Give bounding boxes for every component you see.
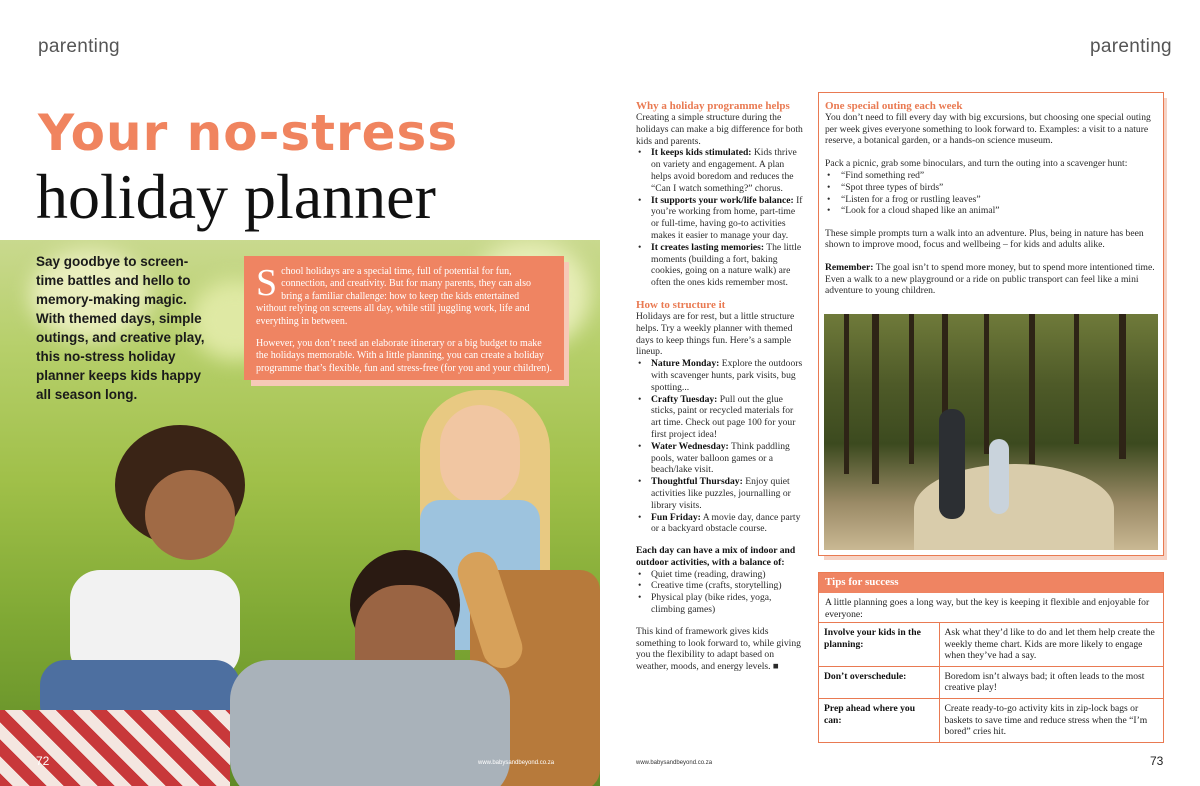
- intro-callout-box: [244, 256, 564, 380]
- why-list: [636, 147, 804, 289]
- forest-walk-photo: [824, 314, 1158, 550]
- list-item: • “Spot three types of birds”: [825, 182, 1157, 194]
- list-item: • “Look for a cloud shaped like an animal”: [825, 205, 1157, 217]
- scavenger-hunt-list: [825, 170, 1157, 216]
- why-heading: Why a holiday programme helps: [636, 100, 790, 112]
- intro-text: Say goodbye to screen-time battles and hello to memory-making magic. With themed days, simple outings, and creative play, this no-stress holiday planner keeps kids happy all season long.: [36, 254, 205, 402]
- tips-heading: Tips for success: [819, 573, 1163, 593]
- list-item: • Fun Friday: A movie day, dance party or a backyard obstacle course.: [636, 512, 804, 536]
- tip-key: Don’t overschedule:: [819, 666, 939, 698]
- callout-paragraph-1: chool holidays are a special time, full of potential for fun, connection, and creativity. But for many parents, they can also bring a familiar challenge: how to keep the kids entertained without relying on screens all day, while still juggling work, life and everything in between.: [256, 266, 531, 327]
- section-label: parenting: [38, 36, 120, 57]
- tip-value: Ask what they’d like to do and let them help create the weekly theme chart. Kids are more likely to engage when they’ve had a say.: [944, 627, 1155, 662]
- outing-paragraph-2: Pack a picnic, grab some binoculars, and turn the outing into a scavenger hunt:: [825, 157, 1128, 169]
- page-number-left: 72: [36, 754, 50, 768]
- why-lead: Creating a simple structure during the holidays can make a big difference for both kids and parents.: [636, 112, 803, 147]
- structure-heading: How to structure it: [636, 298, 726, 311]
- balance-list: [636, 569, 804, 616]
- drop-cap: S: [256, 262, 278, 304]
- outing-paragraph-3: These simple prompts turn a walk into an adventure. Plus, being in nature has been shown to improve mood, focus and wellbeing – for kids and adults alike.: [825, 227, 1144, 251]
- mix-heading: Each day can have a mix of indoor and outdoor activities, with a balance of:: [636, 545, 796, 568]
- list-item: • Nature Monday: Explore the outdoors with scavenger hunts, park visits, bug spotting...: [636, 358, 804, 393]
- headline-line-2: holiday planner: [36, 161, 436, 232]
- list-item: • It keeps kids stimulated: Kids thrive on variety and engagement. A plan helps avoid boredom and reduces the “Can I watch something?” chorus.: [636, 147, 804, 194]
- tips-table: [819, 623, 1163, 742]
- section-label: parenting: [1090, 36, 1172, 57]
- list-item: • Creative time (crafts, storytelling): [636, 580, 804, 592]
- structure-lead: Holidays are for rest, but a little structure helps. Try a weekly planner with themed days to keep things fun. Here’s a sample lineup.: [636, 310, 795, 358]
- list-item: • Water Wednesday: Think paddling pools, water balloon games or a beach/lake visit.: [636, 441, 804, 476]
- footer-url-right[interactable]: www.babysandbeyond.co.za: [636, 760, 713, 766]
- list-item: • “Find something red”: [825, 170, 1157, 182]
- tip-key: Prep ahead where you can:: [819, 698, 939, 741]
- tip-value: Boredom isn’t always bad; it often leads to the most creative play!: [939, 666, 1163, 698]
- outing-paragraph-1: You don’t need to fill every day with big excursions, but choosing one special outing per week gives everyone something to look forward to. Examples: a visit to a nature reserve, a botanical garden, or a hands-on science museum.: [825, 112, 1151, 147]
- list-item: • Physical play (bike rides, yoga, climbing games): [636, 592, 804, 616]
- list-item: • Crafty Tuesday: Pull out the glue sticks, paint or recycled materials for art time. Check out page 100 for your first project idea!: [636, 394, 804, 441]
- callout-paragraph-2: However, you don’t need an elaborate itinerary or a big budget to make the holidays memorable. With a little planning, you can create a holiday programme that’s flexible, fun and stress-free (for you and your children).: [256, 338, 553, 374]
- footer-url-left[interactable]: www.babysandbeyond.co.za: [478, 760, 555, 766]
- list-item: • “Listen for a frog or rustling leaves”: [825, 194, 1157, 206]
- table-row: [819, 623, 1163, 666]
- headline-line-1: Your no-stress: [38, 104, 459, 162]
- list-item: • It supports your work/life balance: If you’re working from home, part-time or full-time, having go-to activities makes it easier to manage your day.: [636, 195, 804, 242]
- right-page: [600, 0, 1200, 786]
- page-number-right: 73: [1150, 754, 1164, 768]
- outing-box: [818, 92, 1164, 556]
- tip-value: Create ready-to-go activity kits in zip-lock bags or baskets to save time and reduce stress when the “I’m bored” cries hit.: [939, 698, 1163, 741]
- tips-table-box: [818, 572, 1164, 743]
- outing-heading: One special outing each week: [825, 100, 963, 112]
- list-item: • It creates lasting memories: The little moments (building a fort, baking cookies, going on a nature walk) are often the ones kids remember most.: [636, 242, 804, 289]
- list-item: • Quiet time (reading, drawing): [636, 569, 804, 581]
- themed-days-list: [636, 358, 804, 535]
- remember-paragraph: Remember: The goal isn’t to spend more money, but to spend more intentioned time. Even a walk to a new playground or a ride on public transport can feel like a mini adventure to young children.: [825, 261, 1155, 297]
- closing-paragraph: This kind of framework gives kids something to look forward to, while giving you the flexibility to adapt based on weather, moods, and energy levels. ■: [636, 625, 801, 673]
- tip-key: Involve your kids in the planning:: [819, 623, 939, 666]
- main-column: [636, 100, 804, 673]
- table-row: [819, 666, 1163, 698]
- table-row: [819, 698, 1163, 741]
- list-item: • Thoughtful Thursday: Enjoy quiet activities like puzzles, journalling or library visits.: [636, 476, 804, 511]
- tips-lead: A little planning goes a long way, but the key is keeping it flexible and enjoyable for everyone:: [819, 593, 1163, 623]
